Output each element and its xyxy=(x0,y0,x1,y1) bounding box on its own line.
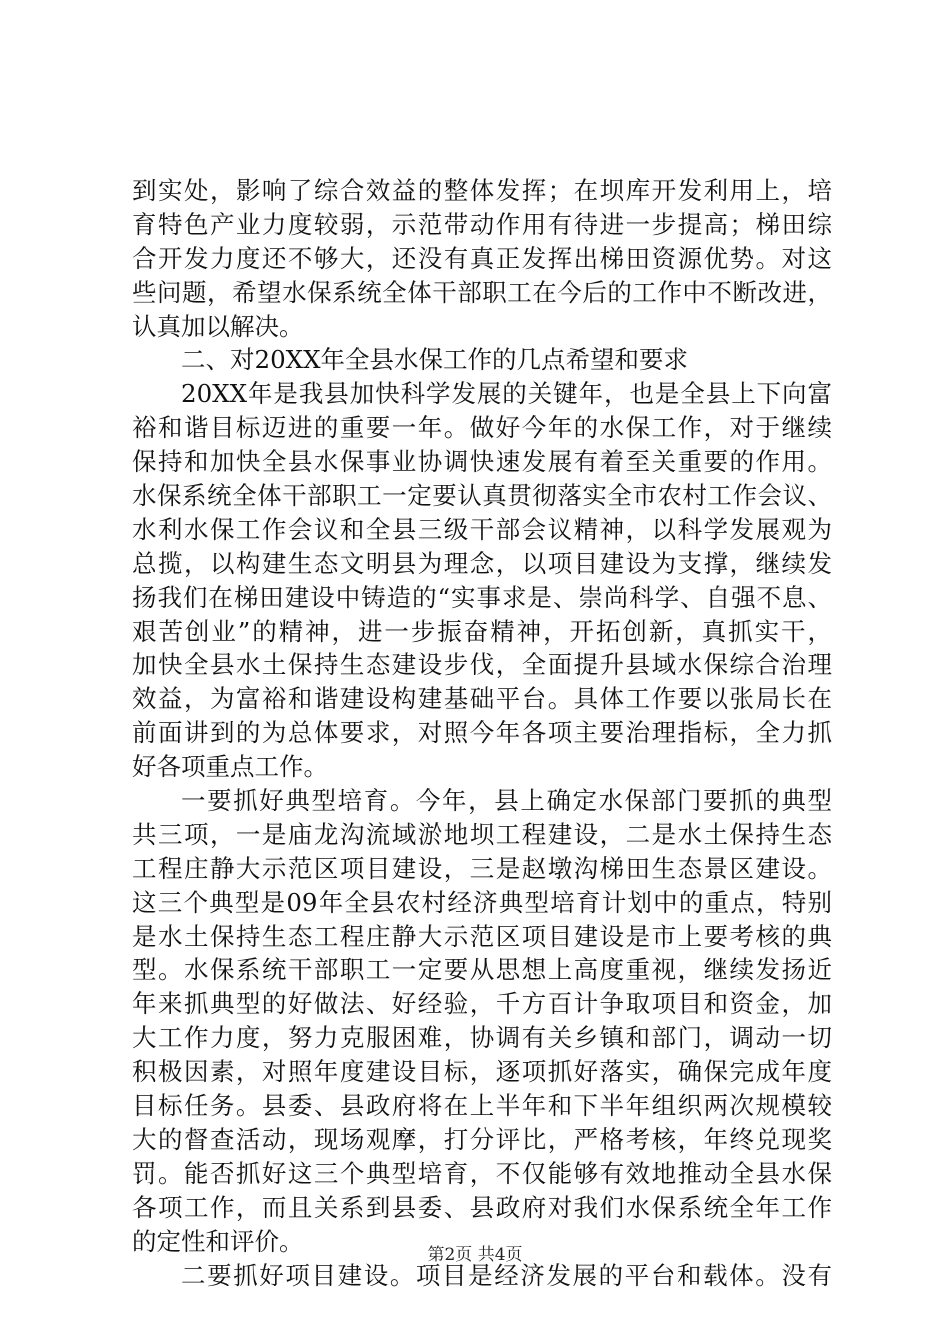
text-line: 目标任务。县委、县政府将在上半年和下半年组织两次规模较 xyxy=(132,1091,832,1121)
text-line: 加快全县水土保持生态建设步伐，全面提升县域水保综合治理 xyxy=(132,650,832,680)
text-line: 前面讲到的为总体要求，对照今年各项主要治理指标，全力抓 xyxy=(132,718,832,748)
document-body xyxy=(132,174,832,1292)
text-line: 各项工作，而且关系到县委、县政府对我们水保系统全年工作 xyxy=(132,1192,832,1222)
text-line: 是水土保持生态工程庄静大示范区项目建设是市上要考核的典 xyxy=(132,921,832,951)
text-line: 育特色产业力度较弱，示范带动作用有待进一步提高；梯田综 xyxy=(132,209,832,239)
text-line: 合开发力度还不够大，还没有真正发挥出梯田资源优势。对这 xyxy=(132,243,832,273)
text-line: 工程庄静大示范区项目建设，三是赵墩沟梯田生态景区建设。 xyxy=(132,853,832,883)
text-line: 认真加以解决。 xyxy=(132,311,304,341)
text-line: 罚。能否抓好这三个典型培育，不仅能够有效地推动全县水保 xyxy=(132,1158,832,1188)
text-line: 大的督查活动，现场观摩，打分评比，严格考核，年终兑现奖 xyxy=(132,1124,832,1154)
text-line: 效益，为富裕和谐建设构建基础平台。具体工作要以张局长在 xyxy=(132,684,832,714)
text-line: 水利水保工作会议和全县三级干部会议精神，以科学发展观为 xyxy=(132,514,832,544)
text-line: 好各项重点工作。 xyxy=(132,752,328,782)
text-line: 共三项，一是庙龙沟流域淤地坝工程建设，二是水土保持生态 xyxy=(132,819,832,849)
text-line: 艰苦创业”的精神，进一步振奋精神，开拓创新，真抓实干， xyxy=(132,616,832,646)
text-line: 水保系统全体干部职工一定要认真贯彻落实全市农村工作会议、 xyxy=(132,481,832,511)
text-line: 裕和谐目标迈进的重要一年。做好今年的水保工作，对于继续 xyxy=(132,413,832,443)
text-line: 20XX年是我县加快科学发展的关键年，也是全县上下向富 xyxy=(181,379,832,409)
text-line: 型。水保系统干部职工一定要从思想上高度重视，继续发扬近 xyxy=(132,955,832,985)
text-line: 年来抓典型的好做法、好经验，千方百计争取项目和资金，加 xyxy=(132,989,832,1019)
section-heading: 二、对20XX年全县水保工作的几点希望和要求 xyxy=(181,345,689,375)
text-line: 到实处，影响了综合效益的整体发挥；在坝库开发利用上，培 xyxy=(132,176,832,205)
text-line: 大工作力度，努力克服困难，协调有关乡镇和部门，调动一切 xyxy=(132,1023,832,1053)
text-line: 这三个典型是09年全县农村经济典型培育计划中的重点，特别 xyxy=(132,887,832,917)
text-line: 保持和加快全县水保事业协调快速发展有着至关重要的作用。 xyxy=(132,447,832,477)
text-line: 的定性和评价。 xyxy=(132,1226,304,1256)
text-line: 积极因素，对照年度建设目标，逐项抓好落实，确保完成年度 xyxy=(132,1057,832,1087)
text-line: 扬我们在梯田建设中铸造的“实事求是、崇尚科学、自强不息、 xyxy=(132,582,832,612)
text-line: 些问题，希望水保系统全体干部职工在今后的工作中不断改进， xyxy=(132,277,832,307)
text-line: 二要抓好项目建设。项目是经济发展的平台和载体。没有 xyxy=(181,1260,832,1290)
text-line: 总揽，以构建生态文明县为理念，以项目建设为支撑，继续发 xyxy=(132,548,832,578)
text-line: 一要抓好典型培育。今年，县上确定水保部门要抓的典型 xyxy=(181,786,832,816)
page-number-footer: 第2页 共4页 xyxy=(427,1245,523,1265)
